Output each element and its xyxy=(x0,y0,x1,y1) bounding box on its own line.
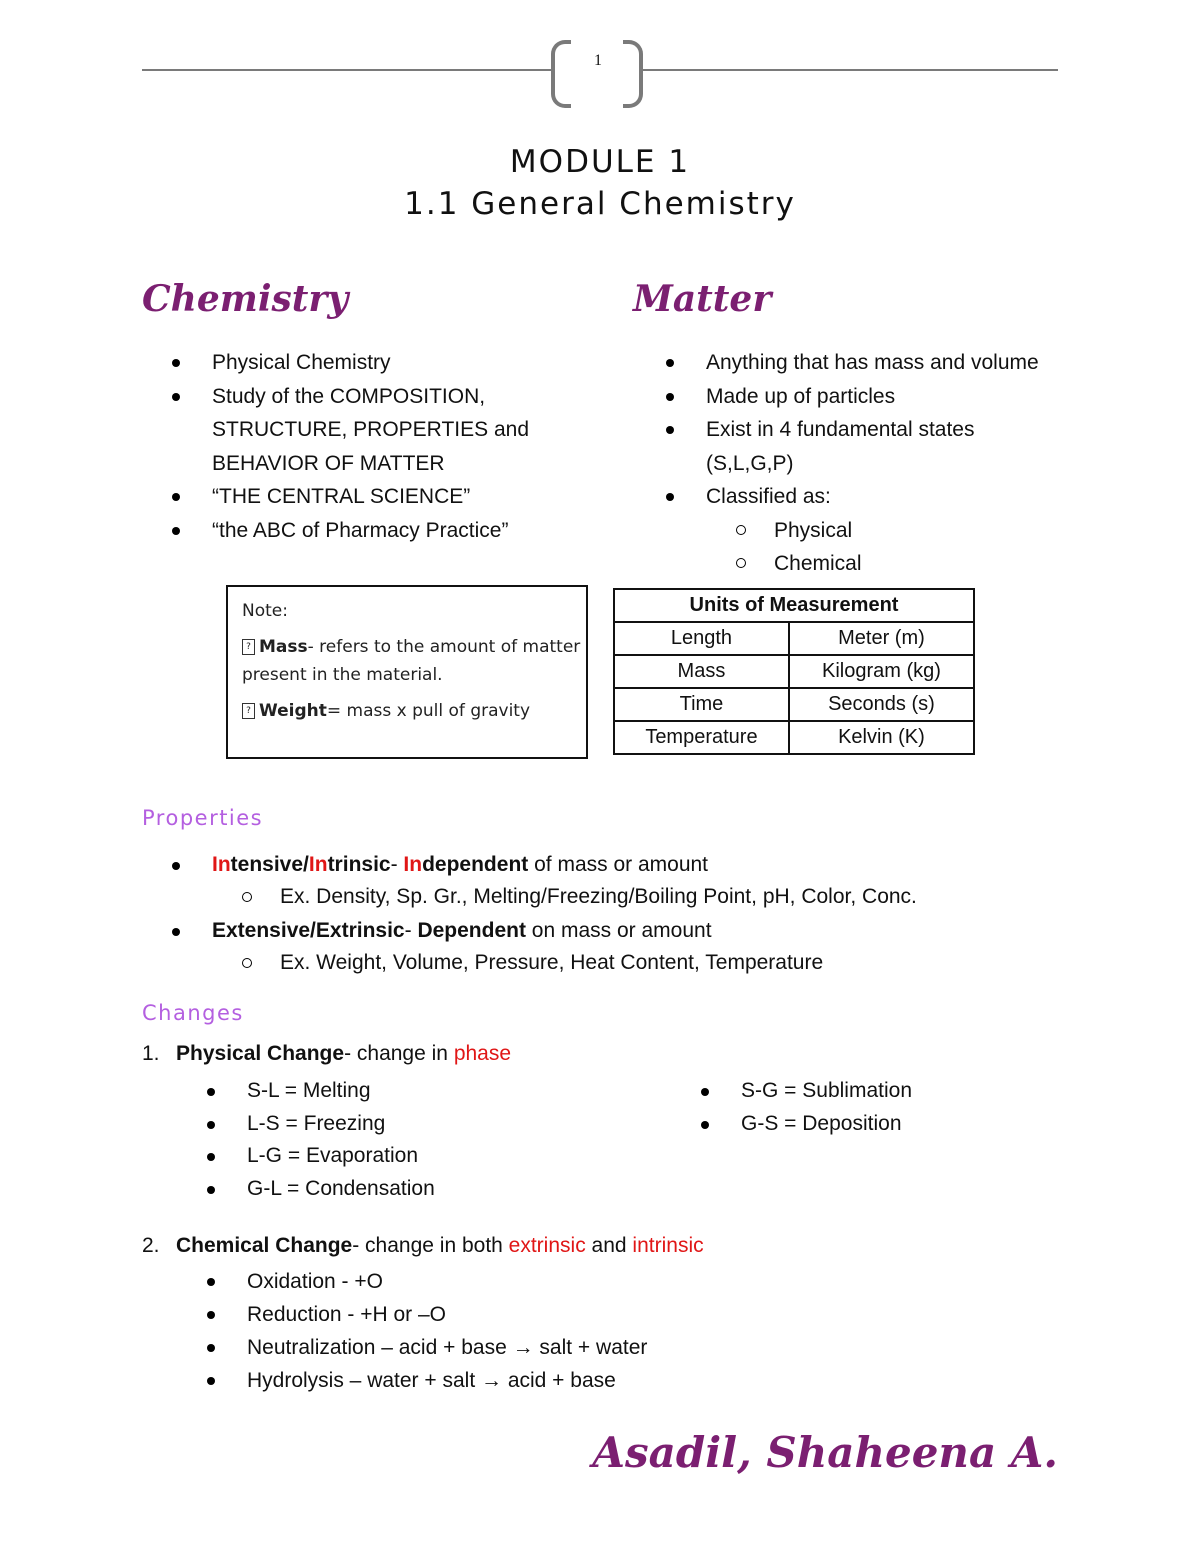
chemical-change-list xyxy=(213,1265,647,1397)
list-item xyxy=(672,480,1039,581)
list-item: “THE CENTRAL SCIENCE” xyxy=(178,480,529,514)
note-mass-text: - refers to the amount of matter present in the material. xyxy=(242,637,581,685)
physical-change-highlight: phase xyxy=(453,1042,512,1065)
extensive-separator: - xyxy=(404,919,418,942)
list-number: 2. xyxy=(142,1234,160,1257)
note-label: Note: xyxy=(242,601,288,621)
chemical-change-text: - change in both xyxy=(352,1234,509,1257)
chemical-change-highlight-intrinsic: intrinsic xyxy=(632,1234,704,1257)
list-item: G-L = Condensation xyxy=(213,1173,435,1206)
independent-term-suffix: dependent xyxy=(422,853,529,876)
intensive-term xyxy=(212,853,391,876)
list-item xyxy=(178,915,917,979)
list-item-line: Study of the COMPOSITION, xyxy=(212,384,486,408)
list-item: Anything that has mass and volume xyxy=(672,346,1039,380)
note-mass-term: Mass xyxy=(259,637,308,657)
list-item: Neutralization – acid + base → salt + water xyxy=(213,1331,647,1364)
intensive-example-list xyxy=(212,881,917,913)
physical-change-term: Physical Change xyxy=(176,1042,345,1065)
intensive-term-prefix: In xyxy=(212,853,231,876)
chemical-change-line xyxy=(142,1234,704,1258)
module-title: MODULE 1 xyxy=(509,144,691,180)
page-bracket-left xyxy=(551,40,571,108)
table-cell-unit: Kilogram (kg) xyxy=(789,655,974,688)
note-weight-text: = mass x pull of gravity xyxy=(326,701,531,721)
list-item: Physical xyxy=(740,514,1039,548)
author-signature: Asadil, Shaheena A. xyxy=(592,1428,1058,1477)
note-weight-term: Weight xyxy=(259,701,327,721)
intensive-rest: of mass or amount xyxy=(528,853,709,876)
dependent-term: Dependent xyxy=(417,919,526,942)
properties-heading: Properties xyxy=(142,806,264,830)
list-item xyxy=(672,413,1039,480)
physical-change-line xyxy=(142,1042,511,1066)
units-table xyxy=(613,588,975,755)
table-row xyxy=(614,721,974,754)
matter-list xyxy=(672,346,1039,581)
list-item: Ex. Weight, Volume, Pressure, Heat Content, Temperature xyxy=(246,947,917,979)
intrinsic-term-prefix: In xyxy=(308,853,328,876)
list-item-line: STRUCTURE, PROPERTIES and xyxy=(212,418,530,441)
table-cell-unit: Kelvin (K) xyxy=(789,721,974,754)
units-table-title: Units of Measurement xyxy=(614,589,974,622)
table-row xyxy=(614,688,974,721)
list-number: 1. xyxy=(142,1042,160,1065)
table-cell-quantity: Temperature xyxy=(614,721,789,754)
page-bracket-right xyxy=(623,40,643,108)
chemical-change-term: Chemical Change xyxy=(176,1234,353,1257)
table-row xyxy=(614,655,974,688)
physical-change-list-right xyxy=(707,1075,912,1140)
physical-change-text: - change in xyxy=(344,1042,454,1065)
missing-glyph-icon: ? xyxy=(242,703,255,719)
list-item: Hydrolysis – water + salt → acid + base xyxy=(213,1364,647,1397)
intensive-separator: - xyxy=(390,853,404,876)
extensive-rest: on mass or amount xyxy=(525,919,712,942)
list-item: L-S = Freezing xyxy=(213,1108,435,1141)
chemistry-heading: Chemistry xyxy=(142,278,349,320)
table-cell-quantity: Length xyxy=(614,622,789,655)
list-item: S-L = Melting xyxy=(213,1075,435,1108)
module-subtitle: 1.1 General Chemistry xyxy=(404,186,796,222)
list-item: Ex. Density, Sp. Gr., Melting/Freezing/Boiling Point, pH, Color, Conc. xyxy=(246,881,917,913)
missing-glyph-icon: ? xyxy=(242,639,255,655)
list-item: Reduction - +H or –O xyxy=(213,1298,647,1331)
note-box xyxy=(226,585,588,759)
table-header-row xyxy=(614,589,974,622)
page-number: 1 xyxy=(594,52,602,69)
table-cell-quantity: Time xyxy=(614,688,789,721)
independent-term-prefix: In xyxy=(403,853,423,876)
physical-change-list-left xyxy=(213,1075,435,1205)
matter-heading: Matter xyxy=(633,278,772,320)
changes-heading: Changes xyxy=(142,1001,244,1025)
list-item xyxy=(178,849,917,913)
matter-class-list xyxy=(706,514,1039,581)
list-item: L-G = Evaporation xyxy=(213,1140,435,1173)
independent-term xyxy=(403,853,528,876)
table-row xyxy=(614,622,974,655)
extensive-example-list xyxy=(212,947,917,979)
list-item: S-G = Sublimation xyxy=(707,1075,912,1108)
properties-list xyxy=(178,849,917,979)
table-cell-unit: Seconds (s) xyxy=(789,688,974,721)
table-cell-quantity: Mass xyxy=(614,655,789,688)
list-item: Made up of particles xyxy=(672,380,1039,414)
chemical-change-highlight-extrinsic: extrinsic xyxy=(508,1234,586,1257)
intrinsic-term-suffix: trinsic xyxy=(327,853,391,876)
list-item: Physical Chemistry xyxy=(178,346,529,380)
list-item-line: Classified as: xyxy=(706,485,831,508)
intensive-term-suffix: tensive/ xyxy=(230,853,309,876)
list-item-line: (S,L,G,P) xyxy=(706,451,794,475)
list-item: G-S = Deposition xyxy=(707,1108,912,1141)
list-item: Oxidation - +O xyxy=(213,1265,647,1298)
list-item xyxy=(178,380,529,481)
table-cell-unit: Meter (m) xyxy=(789,622,974,655)
list-item: Chemical xyxy=(740,547,1039,581)
extensive-term: Extensive/Extrinsic xyxy=(212,919,405,942)
list-item-line: Exist in 4 fundamental states xyxy=(706,418,975,441)
list-item: “the ABC of Pharmacy Practice” xyxy=(178,514,529,548)
chemistry-list xyxy=(178,346,529,547)
chemical-change-mid: and xyxy=(585,1234,633,1257)
note-mass xyxy=(242,633,586,689)
note-weight xyxy=(242,697,586,725)
header-rule-left xyxy=(142,69,554,71)
list-item-line: BEHAVIOR OF MATTER xyxy=(212,451,445,475)
header-rule-right xyxy=(642,69,1058,71)
